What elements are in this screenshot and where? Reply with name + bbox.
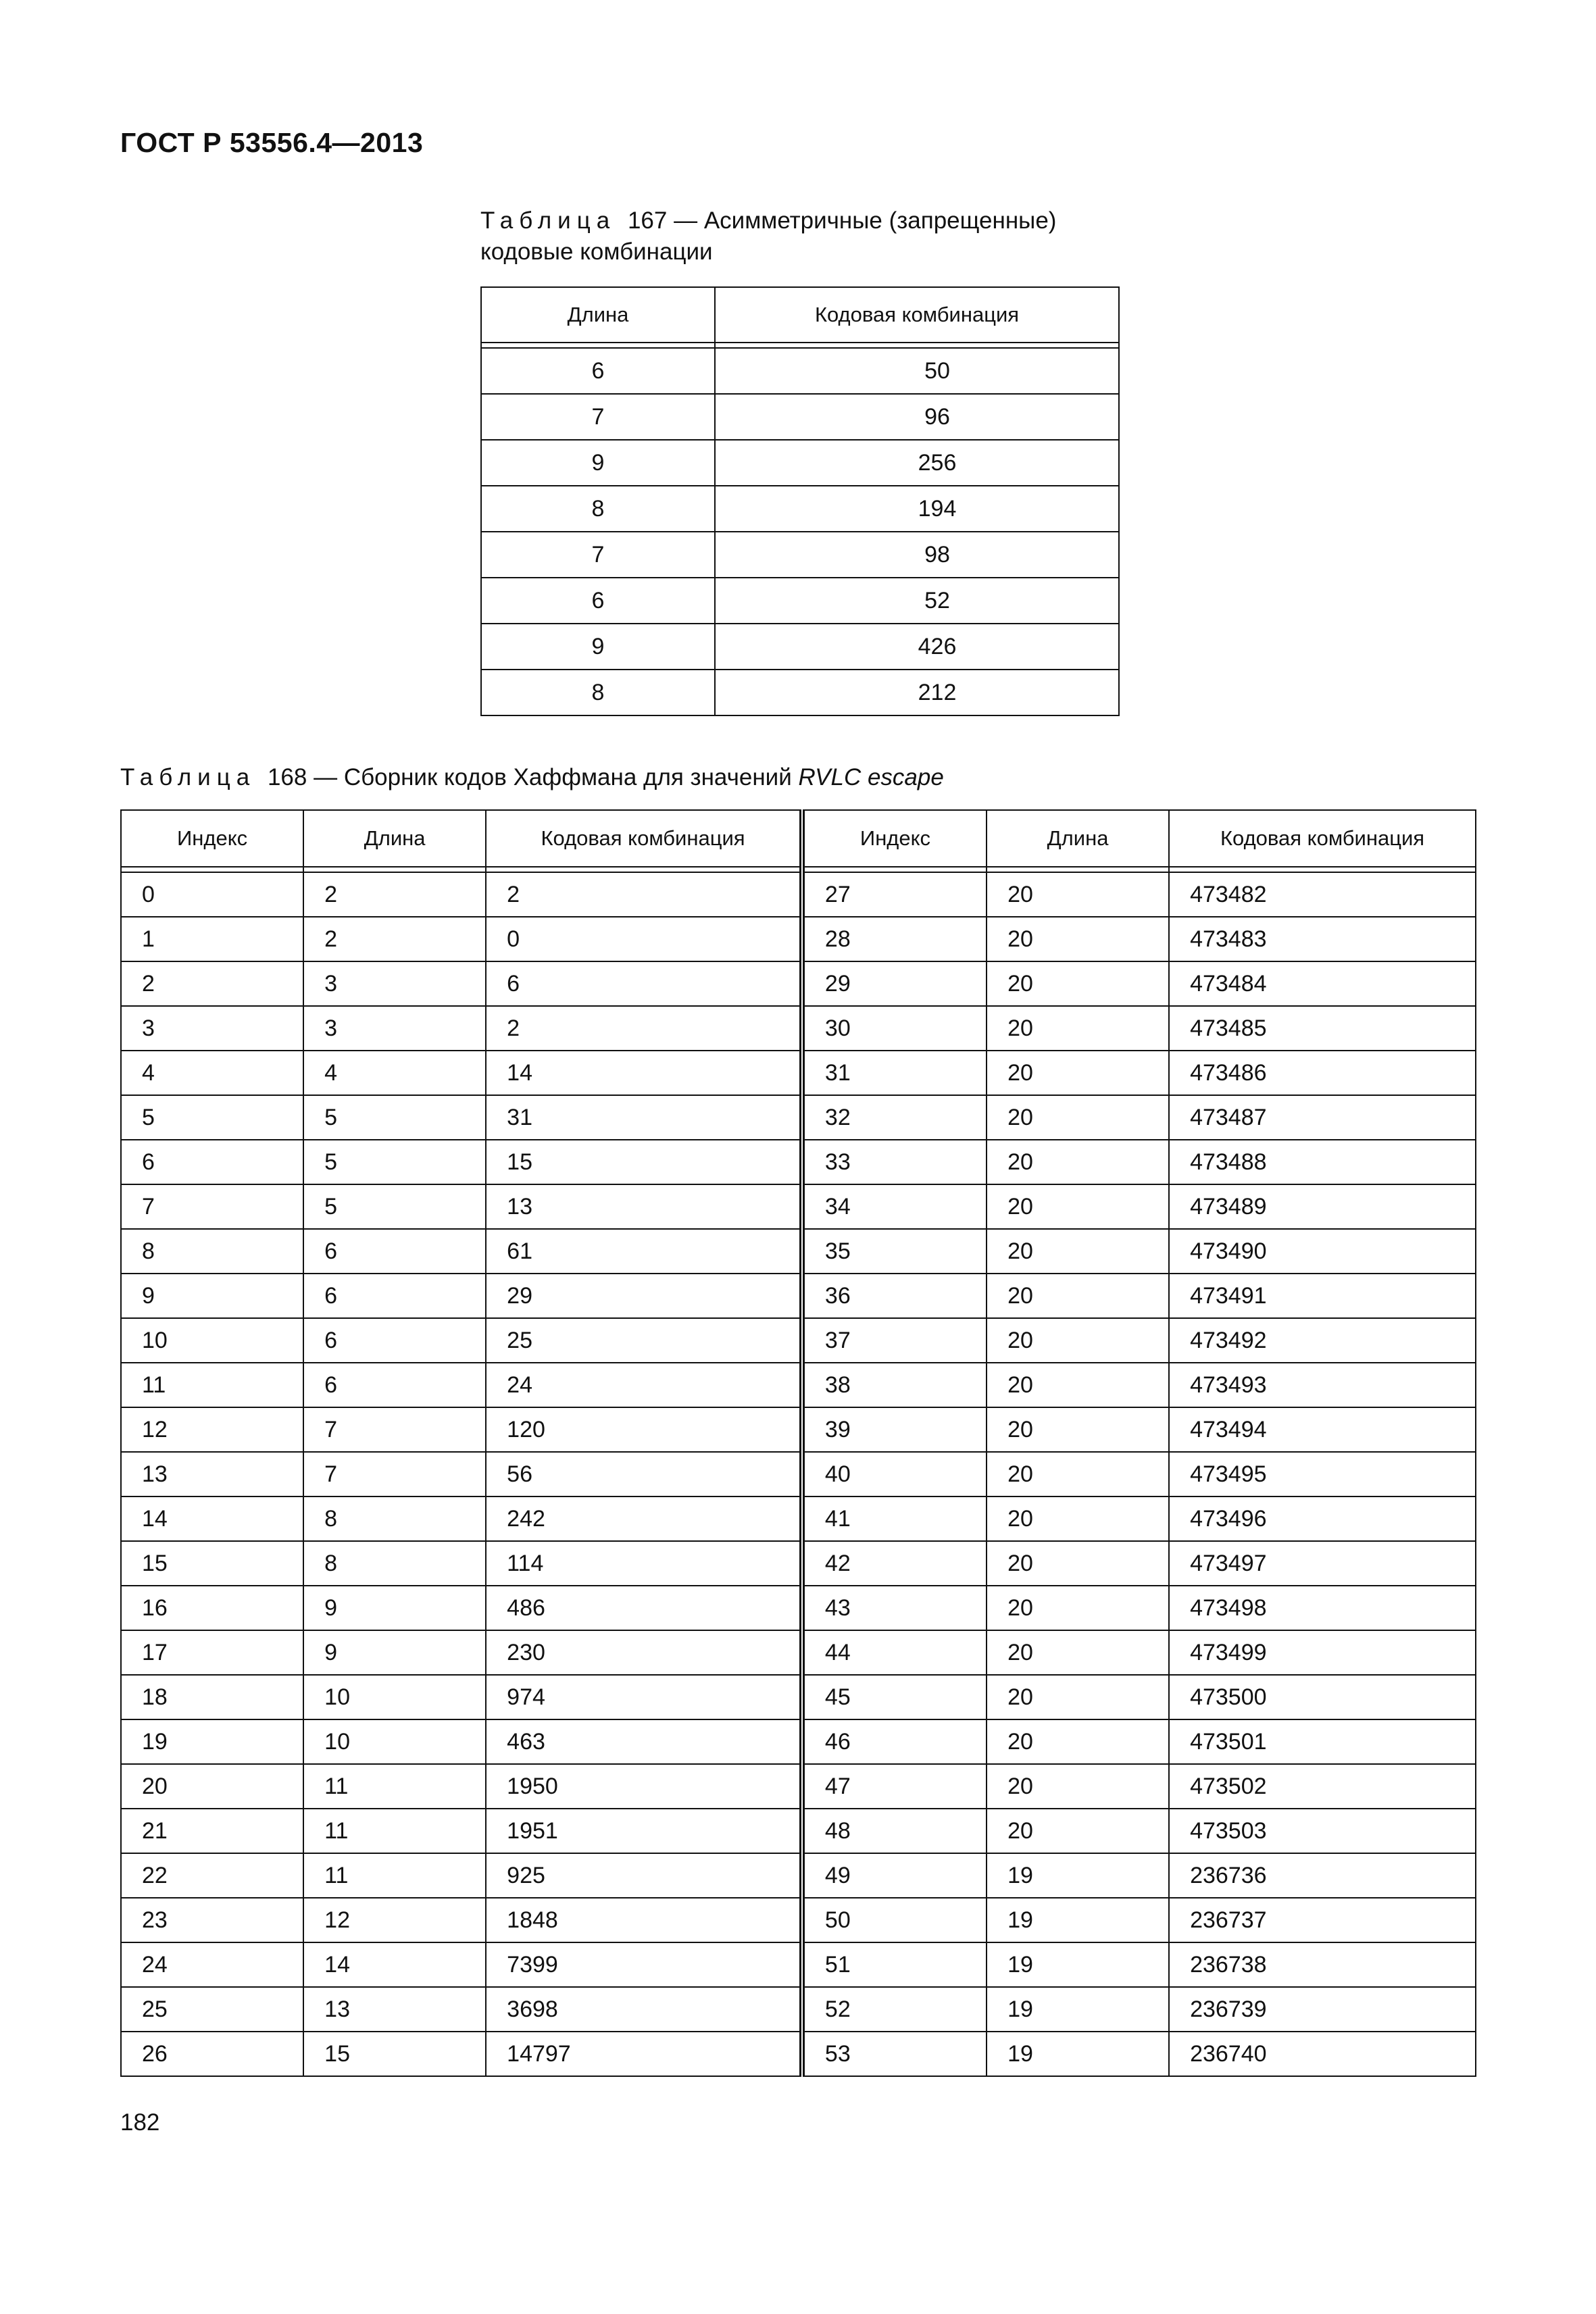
index-cell: 19	[121, 1719, 303, 1764]
table-row	[121, 1318, 1476, 1363]
code-cell: 56	[486, 1452, 802, 1496]
table-row	[121, 1853, 1476, 1898]
length-cell: 19	[987, 1898, 1169, 1942]
code-cell: 29	[486, 1274, 802, 1318]
table-row	[481, 394, 1119, 440]
code-cell: 473482	[1169, 872, 1476, 917]
code-cell: 15	[486, 1140, 802, 1184]
index-cell: 49	[802, 1853, 987, 1898]
index-cell: 44	[802, 1630, 987, 1675]
code-cell: 1848	[486, 1898, 802, 1942]
table-row	[121, 1630, 1476, 1675]
gap-cell	[802, 867, 987, 872]
index-cell: 47	[802, 1764, 987, 1809]
table-row	[481, 670, 1119, 715]
length-cell: 20	[987, 1140, 1169, 1184]
code-cell: 50	[715, 348, 1119, 394]
index-cell: 52	[802, 1987, 987, 2032]
length-cell: 20	[987, 1630, 1169, 1675]
length-cell: 8	[481, 670, 715, 715]
length-cell: 20	[987, 1363, 1169, 1407]
index-cell: 51	[802, 1942, 987, 1987]
length-cell: 9	[303, 1630, 486, 1675]
table-row	[121, 1274, 1476, 1318]
table-167-caption-word: Таблица	[480, 207, 616, 234]
length-cell: 9	[481, 624, 715, 670]
code-cell: 473495	[1169, 1452, 1476, 1496]
index-cell: 26	[121, 2032, 303, 2076]
table-row	[121, 1809, 1476, 1853]
code-cell: 236737	[1169, 1898, 1476, 1942]
length-cell: 6	[303, 1363, 486, 1407]
code-cell: 473490	[1169, 1229, 1476, 1274]
code-cell: 1950	[486, 1764, 802, 1809]
table-row	[481, 348, 1119, 394]
length-cell: 7	[481, 532, 715, 578]
length-cell: 3	[303, 1006, 486, 1051]
code-cell: 24	[486, 1363, 802, 1407]
table-row	[121, 1229, 1476, 1274]
index-cell: 21	[121, 1809, 303, 1853]
length-cell: 20	[987, 1051, 1169, 1095]
index-cell: 35	[802, 1229, 987, 1274]
code-cell: 6	[486, 961, 802, 1006]
table-168-header-length: Длина	[303, 810, 486, 867]
code-cell: 0	[486, 917, 802, 961]
table-row	[121, 1006, 1476, 1051]
code-cell: 236740	[1169, 2032, 1476, 2076]
length-cell: 20	[987, 1274, 1169, 1318]
index-cell: 6	[121, 1140, 303, 1184]
length-cell: 20	[987, 1318, 1169, 1363]
table-row	[121, 1184, 1476, 1229]
length-cell: 20	[987, 872, 1169, 917]
index-cell: 13	[121, 1452, 303, 1496]
table-167-header-row	[481, 287, 1119, 343]
length-cell: 7	[481, 394, 715, 440]
index-cell: 10	[121, 1318, 303, 1363]
code-cell: 114	[486, 1541, 802, 1586]
length-cell: 20	[987, 1541, 1169, 1586]
table-row	[481, 486, 1119, 532]
length-cell: 9	[481, 440, 715, 486]
table-168-header-gap	[121, 867, 1476, 872]
table-168-header-length-2: Длина	[987, 810, 1169, 867]
table-168-header-code: Кодовая комбинация	[486, 810, 802, 867]
code-cell: 256	[715, 440, 1119, 486]
length-cell: 2	[303, 872, 486, 917]
table-row	[121, 1898, 1476, 1942]
code-cell: 236736	[1169, 1853, 1476, 1898]
table-168	[120, 809, 1476, 2077]
table-167	[480, 286, 1120, 716]
index-cell: 29	[802, 961, 987, 1006]
code-cell: 473499	[1169, 1630, 1476, 1675]
code-cell: 486	[486, 1586, 802, 1630]
table-row	[481, 624, 1119, 670]
length-cell: 8	[481, 486, 715, 532]
length-cell: 3	[303, 961, 486, 1006]
index-cell: 34	[802, 1184, 987, 1229]
table-row	[481, 532, 1119, 578]
table-row	[121, 1452, 1476, 1496]
length-cell: 19	[987, 1987, 1169, 2032]
length-cell: 5	[303, 1184, 486, 1229]
code-cell: 14797	[486, 2032, 802, 2076]
code-cell: 473492	[1169, 1318, 1476, 1363]
length-cell: 7	[303, 1452, 486, 1496]
index-cell: 1	[121, 917, 303, 961]
index-cell: 28	[802, 917, 987, 961]
length-cell: 20	[987, 1675, 1169, 1719]
code-cell: 974	[486, 1675, 802, 1719]
code-cell: 230	[486, 1630, 802, 1675]
code-cell: 473488	[1169, 1140, 1476, 1184]
code-cell: 473491	[1169, 1274, 1476, 1318]
index-cell: 27	[802, 872, 987, 917]
index-cell: 0	[121, 872, 303, 917]
code-cell: 473483	[1169, 917, 1476, 961]
table-row	[121, 1719, 1476, 1764]
table-row	[481, 578, 1119, 624]
length-cell: 11	[303, 1809, 486, 1853]
table-167-header-length: Длина	[481, 287, 715, 343]
index-cell: 5	[121, 1095, 303, 1140]
code-cell: 13	[486, 1184, 802, 1229]
code-cell: 14	[486, 1051, 802, 1095]
length-cell: 20	[987, 1586, 1169, 1630]
length-cell: 19	[987, 1942, 1169, 1987]
length-cell: 20	[987, 1095, 1169, 1140]
code-cell: 473497	[1169, 1541, 1476, 1586]
gap-cell	[481, 343, 715, 348]
length-cell: 11	[303, 1853, 486, 1898]
table-row	[121, 1586, 1476, 1630]
index-cell: 4	[121, 1051, 303, 1095]
code-cell: 2	[486, 1006, 802, 1051]
table-167-caption	[480, 205, 1129, 268]
code-cell: 96	[715, 394, 1119, 440]
index-cell: 17	[121, 1630, 303, 1675]
index-cell: 36	[802, 1274, 987, 1318]
length-cell: 6	[303, 1318, 486, 1363]
gap-cell	[1169, 867, 1476, 872]
length-cell: 4	[303, 1051, 486, 1095]
index-cell: 39	[802, 1407, 987, 1452]
code-cell: 473493	[1169, 1363, 1476, 1407]
code-cell: 473494	[1169, 1407, 1476, 1452]
length-cell: 20	[987, 1496, 1169, 1541]
table-168-header-row	[121, 810, 1476, 867]
length-cell: 6	[481, 348, 715, 394]
index-cell: 40	[802, 1452, 987, 1496]
length-cell: 20	[987, 1764, 1169, 1809]
length-cell: 5	[303, 1140, 486, 1184]
index-cell: 25	[121, 1987, 303, 2032]
table-168-caption-italic: RVLC escape	[798, 764, 944, 790]
table-row	[121, 1496, 1476, 1541]
length-cell: 10	[303, 1719, 486, 1764]
table-row	[121, 1140, 1476, 1184]
code-cell: 473487	[1169, 1095, 1476, 1140]
length-cell: 20	[987, 1006, 1169, 1051]
code-cell: 473485	[1169, 1006, 1476, 1051]
table-row	[481, 440, 1119, 486]
code-cell: 2	[486, 872, 802, 917]
code-cell: 473500	[1169, 1675, 1476, 1719]
index-cell: 30	[802, 1006, 987, 1051]
length-cell: 20	[987, 1452, 1169, 1496]
length-cell: 20	[987, 1407, 1169, 1452]
length-cell: 20	[987, 1719, 1169, 1764]
index-cell: 50	[802, 1898, 987, 1942]
code-cell: 473486	[1169, 1051, 1476, 1095]
gap-cell	[715, 343, 1119, 348]
table-row	[121, 1764, 1476, 1809]
index-cell: 22	[121, 1853, 303, 1898]
index-cell: 2	[121, 961, 303, 1006]
code-cell: 25	[486, 1318, 802, 1363]
code-cell: 52	[715, 578, 1119, 624]
table-168-caption-word: Таблица	[120, 764, 256, 790]
index-cell: 16	[121, 1586, 303, 1630]
table-168-header-index: Индекс	[121, 810, 303, 867]
table-row	[121, 872, 1476, 917]
length-cell: 20	[987, 1229, 1169, 1274]
length-cell: 7	[303, 1407, 486, 1452]
index-cell: 38	[802, 1363, 987, 1407]
code-cell: 3698	[486, 1987, 802, 2032]
table-167-header-gap	[481, 343, 1119, 348]
code-cell: 242	[486, 1496, 802, 1541]
index-cell: 24	[121, 1942, 303, 1987]
document-id: ГОСТ Р 53556.4—2013	[120, 127, 424, 158]
index-cell: 7	[121, 1184, 303, 1229]
code-cell: 473501	[1169, 1719, 1476, 1764]
code-cell: 473502	[1169, 1764, 1476, 1809]
table-168-body	[121, 867, 1476, 2076]
length-cell: 6	[303, 1229, 486, 1274]
code-cell: 7399	[486, 1942, 802, 1987]
table-row	[121, 2032, 1476, 2076]
gap-cell	[121, 867, 303, 872]
length-cell: 5	[303, 1095, 486, 1140]
index-cell: 12	[121, 1407, 303, 1452]
table-168-caption	[120, 762, 1472, 793]
index-cell: 3	[121, 1006, 303, 1051]
code-cell: 426	[715, 624, 1119, 670]
index-cell: 11	[121, 1363, 303, 1407]
table-row	[121, 1407, 1476, 1452]
table-row	[121, 961, 1476, 1006]
table-row	[121, 1541, 1476, 1586]
index-cell: 18	[121, 1675, 303, 1719]
table-167-header-code: Кодовая комбинация	[715, 287, 1119, 343]
index-cell: 43	[802, 1586, 987, 1630]
index-cell: 20	[121, 1764, 303, 1809]
index-cell: 8	[121, 1229, 303, 1274]
code-cell: 473498	[1169, 1586, 1476, 1630]
length-cell: 6	[481, 578, 715, 624]
index-cell: 45	[802, 1675, 987, 1719]
table-row	[121, 1987, 1476, 2032]
page-number: 182	[120, 2109, 160, 2136]
code-cell: 925	[486, 1853, 802, 1898]
index-cell: 53	[802, 2032, 987, 2076]
length-cell: 19	[987, 1853, 1169, 1898]
code-cell: 236738	[1169, 1942, 1476, 1987]
table-168-caption-text: 168 — Сборник кодов Хаффмана для значений	[267, 764, 792, 790]
length-cell: 14	[303, 1942, 486, 1987]
code-cell: 31	[486, 1095, 802, 1140]
code-cell: 473484	[1169, 961, 1476, 1006]
length-cell: 20	[987, 961, 1169, 1006]
code-cell: 473489	[1169, 1184, 1476, 1229]
index-cell: 48	[802, 1809, 987, 1853]
length-cell: 10	[303, 1675, 486, 1719]
table-row	[121, 1095, 1476, 1140]
code-cell: 1951	[486, 1809, 802, 1853]
index-cell: 33	[802, 1140, 987, 1184]
index-cell: 23	[121, 1898, 303, 1942]
code-cell: 212	[715, 670, 1119, 715]
code-cell: 236739	[1169, 1987, 1476, 2032]
gap-cell	[303, 867, 486, 872]
index-cell: 37	[802, 1318, 987, 1363]
index-cell: 15	[121, 1541, 303, 1586]
index-cell: 46	[802, 1719, 987, 1764]
index-cell: 14	[121, 1496, 303, 1541]
length-cell: 8	[303, 1541, 486, 1586]
index-cell: 9	[121, 1274, 303, 1318]
table-row	[121, 917, 1476, 961]
gap-cell	[987, 867, 1169, 872]
table-row	[121, 1675, 1476, 1719]
length-cell: 20	[987, 1809, 1169, 1853]
code-cell: 194	[715, 486, 1119, 532]
length-cell: 20	[987, 1184, 1169, 1229]
length-cell: 13	[303, 1987, 486, 2032]
length-cell: 2	[303, 917, 486, 961]
table-168-header-code-2: Кодовая комбинация	[1169, 810, 1476, 867]
table-row	[121, 1051, 1476, 1095]
length-cell: 6	[303, 1274, 486, 1318]
index-cell: 32	[802, 1095, 987, 1140]
length-cell: 20	[987, 917, 1169, 961]
table-167-body	[481, 343, 1119, 715]
length-cell: 11	[303, 1764, 486, 1809]
table-row	[121, 1942, 1476, 1987]
code-cell: 120	[486, 1407, 802, 1452]
length-cell: 19	[987, 2032, 1169, 2076]
index-cell: 31	[802, 1051, 987, 1095]
code-cell: 473503	[1169, 1809, 1476, 1853]
length-cell: 9	[303, 1586, 486, 1630]
index-cell: 42	[802, 1541, 987, 1586]
table-167-caption-text: 167 — Асимметричные (запрещенные) кодовые комбинации	[480, 207, 1057, 265]
length-cell: 15	[303, 2032, 486, 2076]
code-cell: 473496	[1169, 1496, 1476, 1541]
length-cell: 12	[303, 1898, 486, 1942]
table-row	[121, 1363, 1476, 1407]
gap-cell	[486, 867, 802, 872]
index-cell: 41	[802, 1496, 987, 1541]
code-cell: 61	[486, 1229, 802, 1274]
table-168-header-index-2: Индекс	[802, 810, 987, 867]
code-cell: 463	[486, 1719, 802, 1764]
length-cell: 8	[303, 1496, 486, 1541]
code-cell: 98	[715, 532, 1119, 578]
